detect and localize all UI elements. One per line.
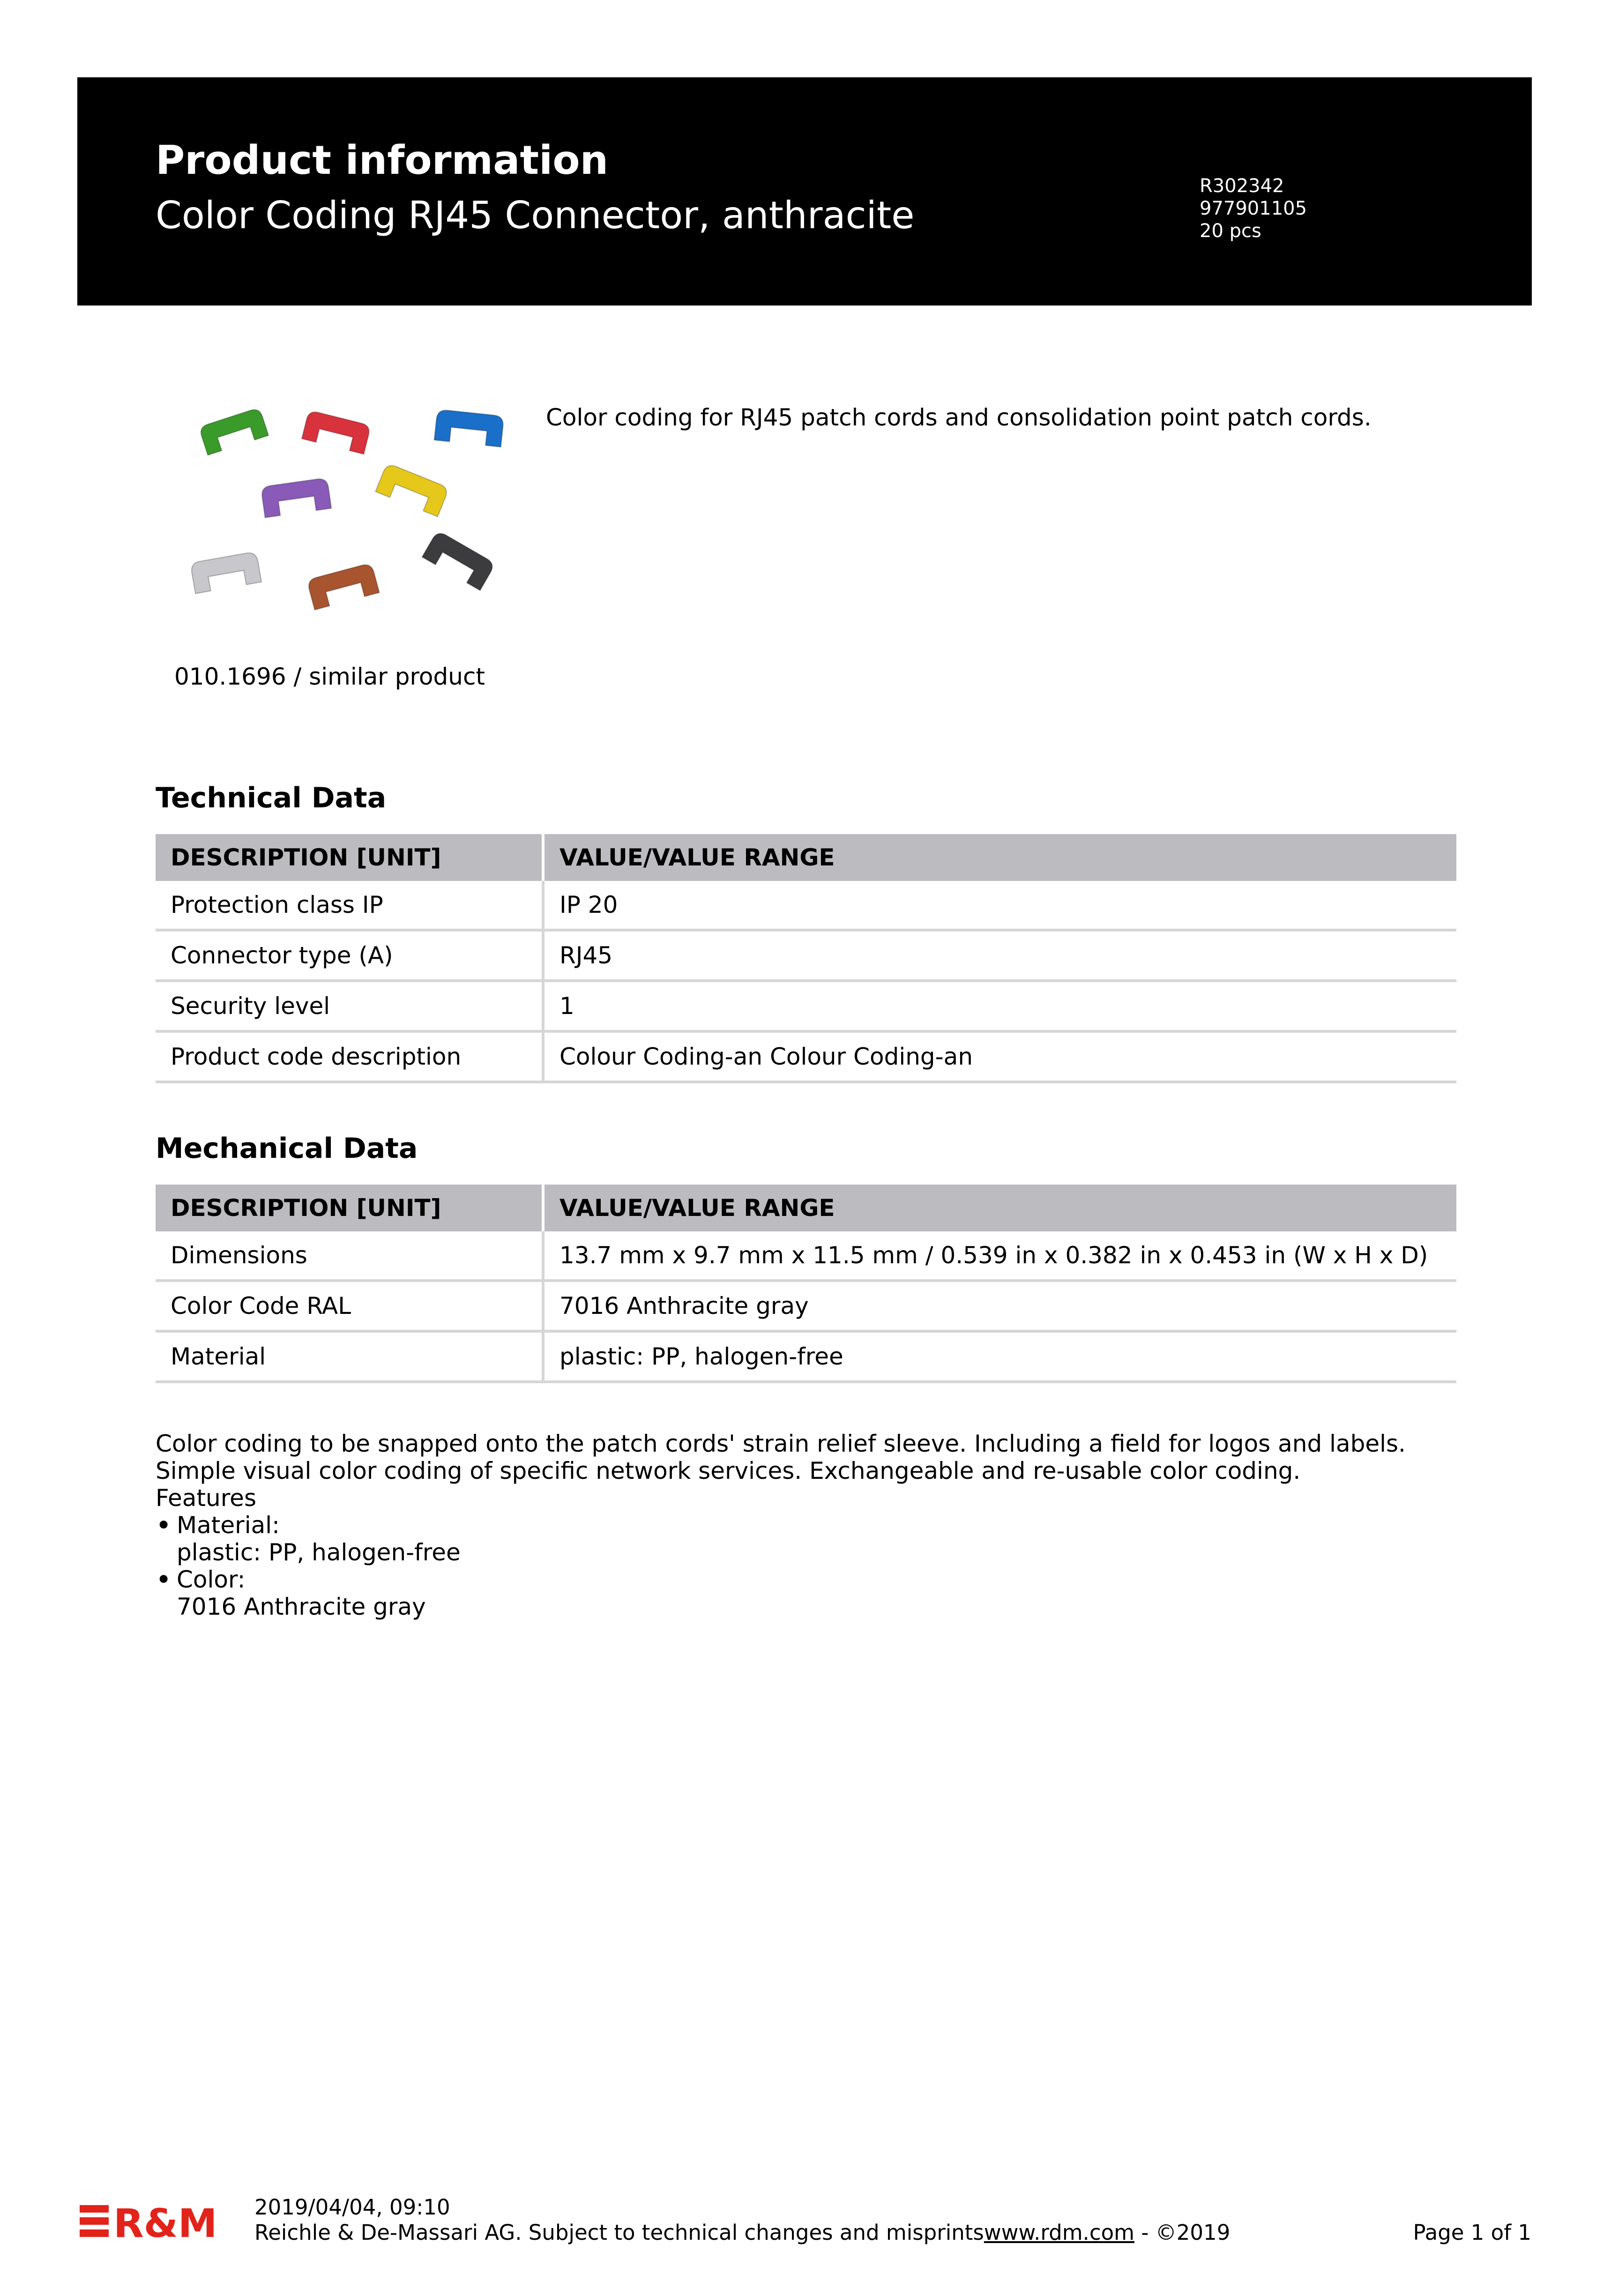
page-number: Page 1 of 1 bbox=[1413, 2220, 1531, 2245]
rm-logo bbox=[80, 2202, 220, 2240]
row-value: 1 bbox=[543, 981, 1456, 1031]
technical-data-table bbox=[156, 834, 1456, 1083]
row-value: plastic: PP, halogen-free bbox=[543, 1331, 1456, 1382]
technical-data-title: Technical Data bbox=[156, 782, 387, 814]
product-identifiers bbox=[1200, 175, 1307, 242]
feature-label: • Material: bbox=[177, 1512, 280, 1539]
product-intro: Color coding for RJ45 patch cords and consolidation point patch cords. bbox=[546, 404, 1372, 431]
table-row bbox=[156, 881, 1456, 930]
company-notice: Reichle & De-Massari AG. Subject to technical changes and misprints bbox=[254, 2220, 984, 2245]
row-label: Dimensions bbox=[156, 1231, 543, 1281]
mechanical-data-title: Mechanical Data bbox=[156, 1132, 418, 1165]
color-clip-yellow-icon bbox=[375, 463, 449, 517]
color-clip-green-icon bbox=[199, 407, 268, 455]
column-header: VALUE/VALUE RANGE bbox=[543, 834, 1456, 881]
logo-text: R&M bbox=[113, 2202, 217, 2240]
product-name: Color Coding RJ45 Connector, anthracite bbox=[156, 194, 915, 237]
table-row bbox=[156, 1031, 1456, 1082]
row-value: RJ45 bbox=[543, 930, 1456, 981]
description-line: Simple visual color coding of specific network services. Exchangeable and re-usable color coding. bbox=[156, 1457, 1301, 1484]
color-clip-purple-icon bbox=[261, 477, 331, 517]
row-label: Connector type (A) bbox=[156, 930, 543, 981]
row-value: IP 20 bbox=[543, 881, 1456, 930]
table-row bbox=[156, 1231, 1456, 1281]
row-label: Protection class IP bbox=[156, 881, 543, 930]
table-row bbox=[156, 1331, 1456, 1382]
ean-number: 977901105 bbox=[1200, 198, 1307, 219]
image-caption: 010.1696 / similar product bbox=[174, 663, 485, 690]
list-item bbox=[156, 1566, 1406, 1620]
list-item bbox=[156, 1512, 1406, 1566]
color-clip-red-icon bbox=[302, 410, 371, 454]
package-quantity: 20 pcs bbox=[1200, 220, 1261, 242]
row-label: Material bbox=[156, 1331, 543, 1382]
product-description bbox=[156, 1430, 1406, 1620]
mechanical-data-table bbox=[156, 1185, 1456, 1383]
product-image bbox=[183, 403, 520, 628]
page-title: Product information bbox=[156, 137, 609, 184]
feature-label: • Color: bbox=[177, 1566, 246, 1593]
row-value: 13.7 mm x 9.7 mm x 11.5 mm / 0.539 in x 0.382 in x 0.453 in (W x H x D) bbox=[543, 1231, 1456, 1281]
features-label: Features bbox=[156, 1484, 256, 1512]
table-row bbox=[156, 930, 1456, 981]
header-banner bbox=[77, 77, 1532, 306]
row-label: Color Code RAL bbox=[156, 1281, 543, 1331]
table-header-row bbox=[156, 834, 1456, 881]
footer-legal bbox=[254, 2220, 1230, 2245]
color-clip-white-icon bbox=[190, 552, 261, 594]
color-clip-anthracite-icon bbox=[422, 530, 496, 591]
row-value: 7016 Anthracite gray bbox=[543, 1281, 1456, 1331]
website-link[interactable]: www.rdm.com bbox=[984, 2220, 1134, 2245]
column-header: VALUE/VALUE RANGE bbox=[543, 1185, 1456, 1231]
features-list bbox=[156, 1512, 1406, 1620]
column-header: DESCRIPTION [UNIT] bbox=[156, 1185, 543, 1231]
description-line: Color coding to be snapped onto the patch cords' strain relief sleeve. Including a field for logos and labels. bbox=[156, 1430, 1406, 1457]
row-label: Security level bbox=[156, 981, 543, 1031]
row-value: Colour Coding-an Colour Coding-an bbox=[543, 1031, 1456, 1082]
table-row bbox=[156, 1281, 1456, 1331]
table-row bbox=[156, 981, 1456, 1031]
row-label: Product code description bbox=[156, 1031, 543, 1082]
article-number: R302342 bbox=[1200, 175, 1284, 197]
footer-timestamp: 2019/04/04, 09:10 bbox=[254, 2195, 450, 2220]
column-header: DESCRIPTION [UNIT] bbox=[156, 834, 543, 881]
copyright: - ©2019 bbox=[1134, 2220, 1231, 2245]
color-clip-brown-icon bbox=[306, 563, 379, 610]
color-clip-blue-icon bbox=[434, 409, 504, 447]
feature-value: plastic: PP, halogen-free bbox=[177, 1539, 461, 1566]
table-header-row bbox=[156, 1185, 1456, 1231]
feature-value: 7016 Anthracite gray bbox=[177, 1593, 426, 1620]
